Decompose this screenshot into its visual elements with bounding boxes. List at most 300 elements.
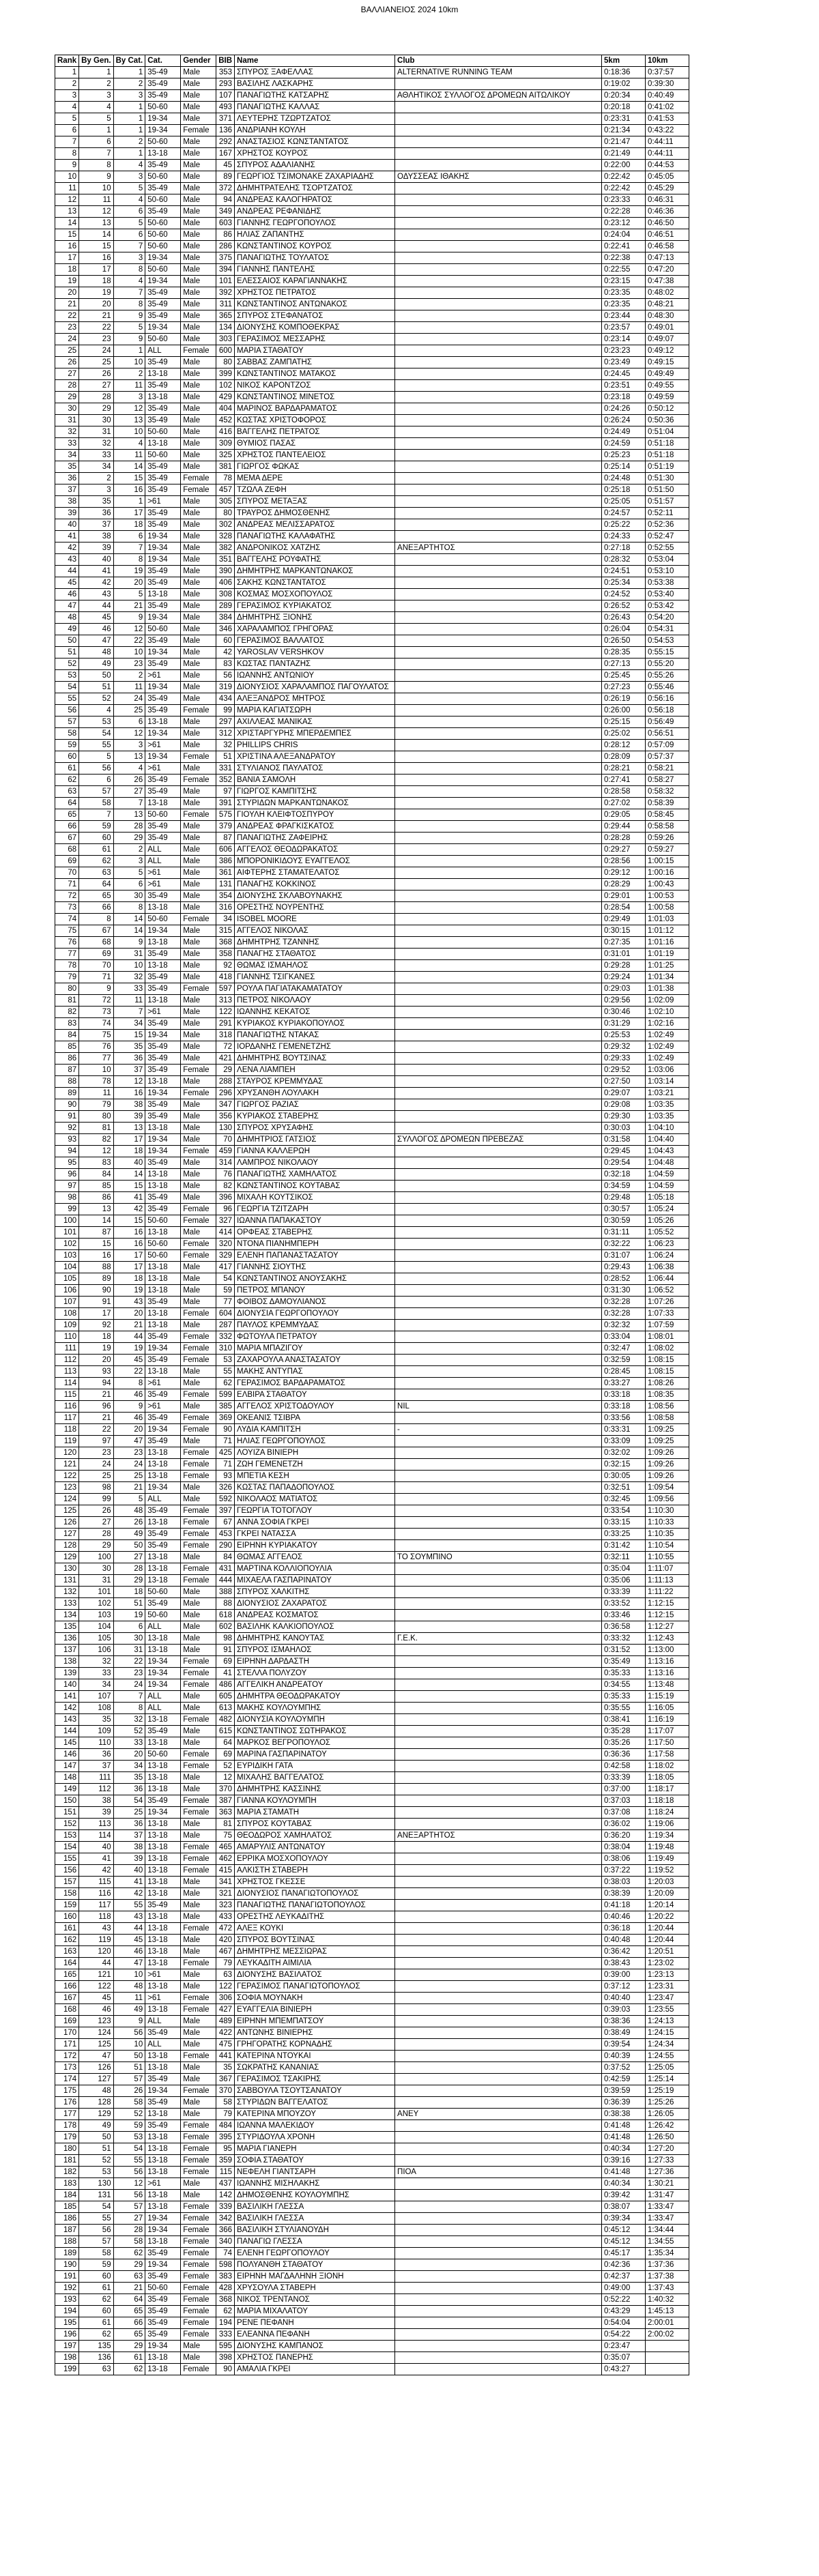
by-gender-cell: 25 [79,1471,113,1482]
table-row [55,1424,689,1436]
time-5km-cell: 0:37:08 [602,1807,646,1819]
rank-cell: 65 [55,809,79,821]
time-10km-cell: 0:48:02 [646,287,689,299]
gender-cell: Male [181,542,216,554]
category-cell: 13-18 [145,2143,181,2155]
bib-cell: 595 [216,2341,235,2352]
bib-cell: 342 [216,2213,235,2225]
table-row [55,2004,689,2016]
time-5km-cell: 0:25:34 [602,577,646,589]
by-category-cell: 45 [113,1935,145,1946]
by-gender-cell: 36 [79,1749,113,1761]
bib-cell: 98 [216,1633,235,1645]
category-cell: 35-49 [145,1795,181,1807]
time-5km-cell: 0:29:32 [602,1041,646,1053]
by-category-cell: 7 [113,542,145,554]
time-5km-cell: 0:25:18 [602,484,646,496]
table-row [55,1227,689,1239]
by-category-cell: 3 [113,740,145,751]
rank-cell: 44 [55,566,79,577]
gender-cell: Female [181,2364,216,2375]
time-5km-cell: 0:29:01 [602,891,646,902]
table-row [55,113,689,125]
name-cell: ΓΕΡΑΣΙΜΟΣ ΚΥΡΙΑΚΑΤΟΣ [235,600,395,612]
gender-cell: Male [181,867,216,879]
bib-cell: 34 [216,914,235,925]
by-gender-cell: 53 [79,717,113,728]
club-cell: - [395,1424,602,1436]
gender-cell: Female [181,1795,216,1807]
name-cell: ΛΕΥΤΕΡΗΣ ΤΖΩΡΤΖΑΤΟΣ [235,113,395,125]
table-row [55,1030,689,1041]
gender-cell: Male [181,1285,216,1297]
rank-cell: 3 [55,90,79,102]
by-category-cell: 41 [113,1192,145,1204]
category-cell: 50-60 [145,809,181,821]
category-cell: 35-49 [145,949,181,960]
table-row [55,1018,689,1030]
rank-cell: 167 [55,1993,79,2004]
time-5km-cell: 0:19:02 [602,78,646,90]
club-cell [395,1169,602,1181]
rank-cell: 52 [55,659,79,670]
by-category-cell: 29 [113,2341,145,2352]
by-gender-cell: 68 [79,937,113,949]
time-5km-cell: 0:40:34 [602,2178,646,2190]
club-cell [395,1099,602,1111]
bib-cell: 79 [216,1958,235,1969]
category-cell: 13-18 [145,1865,181,1877]
table-row [55,1633,689,1645]
rank-cell: 91 [55,1111,79,1123]
by-gender-cell: 43 [79,1923,113,1935]
bib-cell: 459 [216,1146,235,1157]
time-10km-cell: 0:52:55 [646,542,689,554]
club-cell [395,937,602,949]
time-10km-cell: 1:10:55 [646,1552,689,1563]
rank-cell: 151 [55,1807,79,1819]
time-10km-cell: 1:09:56 [646,1494,689,1505]
by-category-cell: 62 [113,2364,145,2375]
gender-cell: Male [181,2039,216,2051]
by-gender-cell: 55 [79,740,113,751]
name-cell: ΑΝΔΡΕΑΣ ΡΕΦΑΝΙΔΗΣ [235,206,395,218]
time-5km-cell: 0:38:39 [602,1888,646,1900]
bib-cell: 41 [216,1668,235,1679]
time-10km-cell: 1:18:24 [646,1807,689,1819]
by-gender-cell: 27 [79,380,113,392]
by-gender-cell: 37 [79,519,113,531]
table-row [55,1088,689,1099]
bib-cell: 97 [216,786,235,798]
time-10km-cell: 1:09:26 [646,1471,689,1482]
gender-cell: Male [181,1181,216,1192]
by-gender-cell: 67 [79,925,113,937]
time-10km-cell: 1:01:34 [646,972,689,983]
time-5km-cell: 0:32:11 [602,1552,646,1563]
by-gender-cell: 49 [79,659,113,670]
time-10km-cell: 1:25:14 [646,2074,689,2085]
club-cell [395,1656,602,1668]
rank-cell: 116 [55,1401,79,1413]
gender-cell: Female [181,1958,216,1969]
name-cell: ΧΡΗΣΤΟΣ ΚΟΥΡΟΣ [235,148,395,160]
time-5km-cell: 0:22:28 [602,206,646,218]
category-cell: 13-18 [145,798,181,809]
time-5km-cell: 0:28:21 [602,763,646,775]
gender-cell: Male [181,160,216,171]
table-row [55,1714,689,1726]
club-cell [395,1262,602,1273]
bib-cell: 77 [216,1297,235,1308]
rank-cell: 28 [55,380,79,392]
club-cell [395,693,602,705]
time-10km-cell: 0:47:13 [646,252,689,264]
by-category-cell: 32 [113,1714,145,1726]
name-cell: ΟΚΕΑΝΙΣ ΤΣΙΒΡΑ [235,1413,395,1424]
by-gender-cell: 91 [79,1297,113,1308]
header-bib: BIB [216,55,235,67]
by-category-cell: 7 [113,287,145,299]
name-cell: ΓΙΩΡΓΟΣ ΦΩΚΑΣ [235,461,395,473]
by-category-cell: 2 [113,844,145,856]
gender-cell: Female [181,1239,216,1250]
club-cell [395,2364,602,2375]
club-cell [395,194,602,206]
time-10km-cell: 1:06:23 [646,1239,689,1250]
time-5km-cell: 0:28:52 [602,1273,646,1285]
results-table [55,55,689,2375]
time-5km-cell: 0:23:47 [602,2341,646,2352]
bib-cell: 599 [216,1389,235,1401]
by-category-cell: 52 [113,2109,145,2120]
by-category-cell: 19 [113,1285,145,1297]
time-5km-cell: 0:33:18 [602,1401,646,1413]
club-cell [395,1703,602,1714]
time-10km-cell: 1:18:05 [646,1772,689,1784]
by-category-cell: 13 [113,809,145,821]
by-gender-cell: 103 [79,1610,113,1621]
time-10km-cell: 1:24:55 [646,2051,689,2062]
time-5km-cell: 0:54:22 [602,2329,646,2341]
bib-cell: 603 [216,218,235,229]
category-cell: 13-18 [145,1123,181,1134]
by-gender-cell: 38 [79,531,113,542]
by-category-cell: 58 [113,2236,145,2248]
by-category-cell: 29 [113,2259,145,2271]
rank-cell: 143 [55,1714,79,1726]
bib-cell: 56 [216,670,235,682]
by-gender-cell: 131 [79,2190,113,2201]
table-row [55,2016,689,2027]
table-row [55,2027,689,2039]
by-category-cell: 11 [113,995,145,1007]
by-gender-cell: 23 [79,1447,113,1459]
by-gender-cell: 119 [79,1935,113,1946]
category-cell: 35-49 [145,1053,181,1065]
by-category-cell: 12 [113,1076,145,1088]
rank-cell: 171 [55,2039,79,2051]
by-category-cell: 16 [113,484,145,496]
club-cell [395,1239,602,1250]
table-row [55,2074,689,2085]
bib-cell: 122 [216,1981,235,1993]
category-cell: 13-18 [145,1285,181,1297]
name-cell: ΜΙΧΑΛΗ ΚΟΥΤΣΙΚΟΣ [235,1192,395,1204]
time-10km-cell: 1:27:33 [646,2155,689,2167]
by-category-cell: 43 [113,1911,145,1923]
gender-cell: Male [181,821,216,833]
time-10km-cell: 1:05:52 [646,1227,689,1239]
gender-cell: Male [181,949,216,960]
table-row [55,925,689,937]
club-cell [395,1958,602,1969]
by-category-cell: 22 [113,1366,145,1378]
gender-cell: Female [181,473,216,484]
bib-cell: 420 [216,1935,235,1946]
by-gender-cell: 1 [79,125,113,136]
gender-cell: Male [181,2062,216,2074]
time-5km-cell: 0:28:56 [602,856,646,867]
table-row [55,1099,689,1111]
name-cell: ΜΠΕΤΙΑ ΚΕΣΗ [235,1471,395,1482]
club-cell [395,78,602,90]
time-10km-cell: 0:59:26 [646,833,689,844]
table-row [55,1877,689,1888]
table-row [55,136,689,148]
category-cell: 35-49 [145,2097,181,2109]
bib-cell: 325 [216,450,235,461]
by-gender-cell: 118 [79,1911,113,1923]
by-category-cell: 6 [113,229,145,241]
by-category-cell: 38 [113,1842,145,1853]
name-cell: ΘΩΜΑΣ ΙΣΜΑΗΛΟΣ [235,960,395,972]
rank-cell: 102 [55,1239,79,1250]
name-cell: ΚΩΣΤΑΣ ΧΡΙΣΤΟΦΟΡΟΣ [235,415,395,426]
time-10km-cell: 0:49:59 [646,392,689,403]
time-10km-cell: 1:19:49 [646,1853,689,1865]
rank-cell: 118 [55,1424,79,1436]
time-5km-cell: 0:22:42 [602,171,646,183]
table-row [55,1668,689,1679]
gender-cell: Male [181,67,216,78]
table-row [55,2225,689,2236]
time-5km-cell: 0:24:59 [602,438,646,450]
club-cell [395,2039,602,2051]
rank-cell: 39 [55,508,79,519]
time-10km-cell: 1:16:05 [646,1703,689,1714]
gender-cell: Male [181,833,216,844]
category-cell: 35-49 [145,705,181,717]
by-category-cell: 12 [113,2178,145,2190]
category-cell: 35-49 [145,1331,181,1343]
time-5km-cell: 0:38:07 [602,2201,646,2213]
club-cell [395,2352,602,2364]
table-row [55,786,689,798]
bib-cell: 99 [216,705,235,717]
category-cell: 35-49 [145,78,181,90]
rank-cell: 145 [55,1737,79,1749]
gender-cell: Female [181,2236,216,2248]
by-category-cell: 44 [113,1923,145,1935]
by-category-cell: 1 [113,113,145,125]
name-cell: ΜΙΧΑΕΛΑ ΓΑΣΠΑΡΙΝΑΤΟΥ [235,1575,395,1587]
category-cell: 19-34 [145,925,181,937]
by-gender-cell: 47 [79,635,113,647]
time-5km-cell: 0:45:17 [602,2248,646,2259]
bib-cell: 341 [216,1877,235,1888]
by-category-cell: 14 [113,925,145,937]
bib-cell: 421 [216,1053,235,1065]
name-cell: ΙΩΑΝΝΗΣ ΚΕΚΑΤΟΣ [235,1007,395,1018]
time-5km-cell: 0:36:39 [602,2097,646,2109]
time-5km-cell: 0:23:15 [602,276,646,287]
table-row [55,1656,689,1668]
category-cell: 35-49 [145,310,181,322]
category-cell: 50-60 [145,426,181,438]
name-cell: ΓΕΡΑΣΙΜΟΣ ΤΣΑΚΙΡΗΣ [235,2074,395,2085]
category-cell: 35-49 [145,1598,181,1610]
category-cell: 50-60 [145,914,181,925]
club-cell [395,1389,602,1401]
table-row [55,1830,689,1842]
gender-cell: Male [181,438,216,450]
bib-cell: 347 [216,1099,235,1111]
rank-cell: 106 [55,1285,79,1297]
by-gender-cell: 97 [79,1436,113,1447]
name-cell: ΑΓΓΕΛΟΣ ΧΡΙΣΤΟΔΟΥΛΟΥ [235,1401,395,1413]
club-cell [395,1157,602,1169]
club-cell [395,2317,602,2329]
by-gender-cell: 58 [79,2248,113,2259]
name-cell: ΠΑΝΑΓΙΩΤΗΣ ΝΤΑΚΑΣ [235,1030,395,1041]
rank-cell: 161 [55,1923,79,1935]
table-row [55,1610,689,1621]
by-gender-cell: 55 [79,2213,113,2225]
by-gender-cell: 53 [79,2167,113,2178]
gender-cell: Female [181,2201,216,2213]
time-10km-cell: 1:09:54 [646,1482,689,1494]
time-10km-cell: 0:51:57 [646,496,689,508]
club-cell [395,1285,602,1297]
bib-cell: 395 [216,2132,235,2143]
bib-cell: 94 [216,194,235,206]
category-cell: 50-60 [145,241,181,252]
time-10km-cell: 1:00:43 [646,879,689,891]
time-10km-cell: 1:04:59 [646,1181,689,1192]
name-cell: ΚΩΝΣΤΑΝΤΙΝΟΣ ΑΝΟΥΣΑΚΗΣ [235,1273,395,1285]
club-cell [395,1772,602,1784]
by-category-cell: 42 [113,1204,145,1215]
category-cell: ALL [145,2016,181,2027]
bib-cell: 69 [216,1749,235,1761]
header-by-gender: By Gen. [79,55,113,67]
rank-cell: 33 [55,438,79,450]
category-cell: 35-49 [145,2271,181,2283]
club-cell [395,1146,602,1157]
name-cell: ΠΑΝΑΓΙΩΤΗΣ ΚΑΤΣΑΡΗΣ [235,90,395,102]
gender-cell: Female [181,983,216,995]
club-cell [395,113,602,125]
gender-cell: Female [181,914,216,925]
bib-cell: 392 [216,287,235,299]
time-10km-cell: 0:50:12 [646,403,689,415]
bib-cell: 296 [216,1088,235,1099]
gender-cell: Female [181,1308,216,1320]
bib-cell: 444 [216,1575,235,1587]
table-row [55,1308,689,1320]
bib-cell: 370 [216,2085,235,2097]
by-gender-cell: 17 [79,264,113,276]
time-5km-cell: 0:29:33 [602,1053,646,1065]
by-gender-cell: 5 [79,113,113,125]
name-cell: ΧΡΥΣΟΥΛΑ ΣΤΑΒΕΡΗ [235,2283,395,2294]
name-cell: ΣΠΥΡΟΣ ΞΑΦΕΛΛΑΣ [235,67,395,78]
table-row [55,1157,689,1169]
category-cell: 13-18 [145,1645,181,1656]
rank-cell: 18 [55,264,79,276]
table-row [55,1215,689,1227]
time-5km-cell: 0:25:14 [602,461,646,473]
gender-cell: Female [181,1668,216,1679]
club-cell [395,589,602,600]
name-cell: ΣΠΥΡΟΣ ΣΤΕΦΑΝΑΤΟΣ [235,310,395,322]
table-row [55,264,689,276]
gender-cell: Male [181,1378,216,1389]
club-cell [395,983,602,995]
table-row [55,125,689,136]
time-10km-cell: 0:52:36 [646,519,689,531]
category-cell: 50-60 [145,334,181,345]
by-gender-cell: 7 [79,809,113,821]
name-cell: ΠΑΝΑΓΙΩΤΗΣ ΧΑΜΗΛΑΤΟΣ [235,1169,395,1181]
by-gender-cell: 86 [79,1192,113,1204]
by-category-cell: 4 [113,194,145,206]
time-5km-cell: 0:38:06 [602,1853,646,1865]
time-10km-cell: 1:12:15 [646,1598,689,1610]
by-category-cell: 27 [113,1552,145,1563]
category-cell: 13-18 [145,1935,181,1946]
time-5km-cell: 0:32:32 [602,1320,646,1331]
rank-cell: 54 [55,682,79,693]
by-category-cell: 14 [113,914,145,925]
table-row [55,1691,689,1703]
table-row [55,1865,689,1877]
time-10km-cell: 1:06:38 [646,1262,689,1273]
by-gender-cell: 39 [79,542,113,554]
name-cell: ΑΝΔΡΟΝΙΚΟΣ ΧΑΤΖΗΣ [235,542,395,554]
table-row [55,2364,689,2375]
name-cell: ΔΗΜΗΤΡΗΣ ΚΑΣΣΙΝΗΣ [235,1784,395,1795]
time-5km-cell: 0:35:33 [602,1691,646,1703]
category-cell: 19-34 [145,2341,181,2352]
time-5km-cell: 0:25:02 [602,728,646,740]
bib-cell: 437 [216,2178,235,2190]
bib-cell: 467 [216,1946,235,1958]
table-row [55,2132,689,2143]
name-cell: ΣΠΥΡΟΣ ΧΑΛΚΙΤΗΣ [235,1587,395,1598]
by-gender-cell: 45 [79,612,113,624]
category-cell: 35-49 [145,2120,181,2132]
table-row [55,1366,689,1378]
rank-cell: 2 [55,78,79,90]
bib-cell: 83 [216,659,235,670]
time-10km-cell: 1:07:59 [646,1320,689,1331]
by-gender-cell: 65 [79,891,113,902]
name-cell: ΑΝΔΡΕΑΣ ΚΟΣΜΑΤΟΣ [235,1610,395,1621]
table-row [55,693,689,705]
by-category-cell: 21 [113,1320,145,1331]
